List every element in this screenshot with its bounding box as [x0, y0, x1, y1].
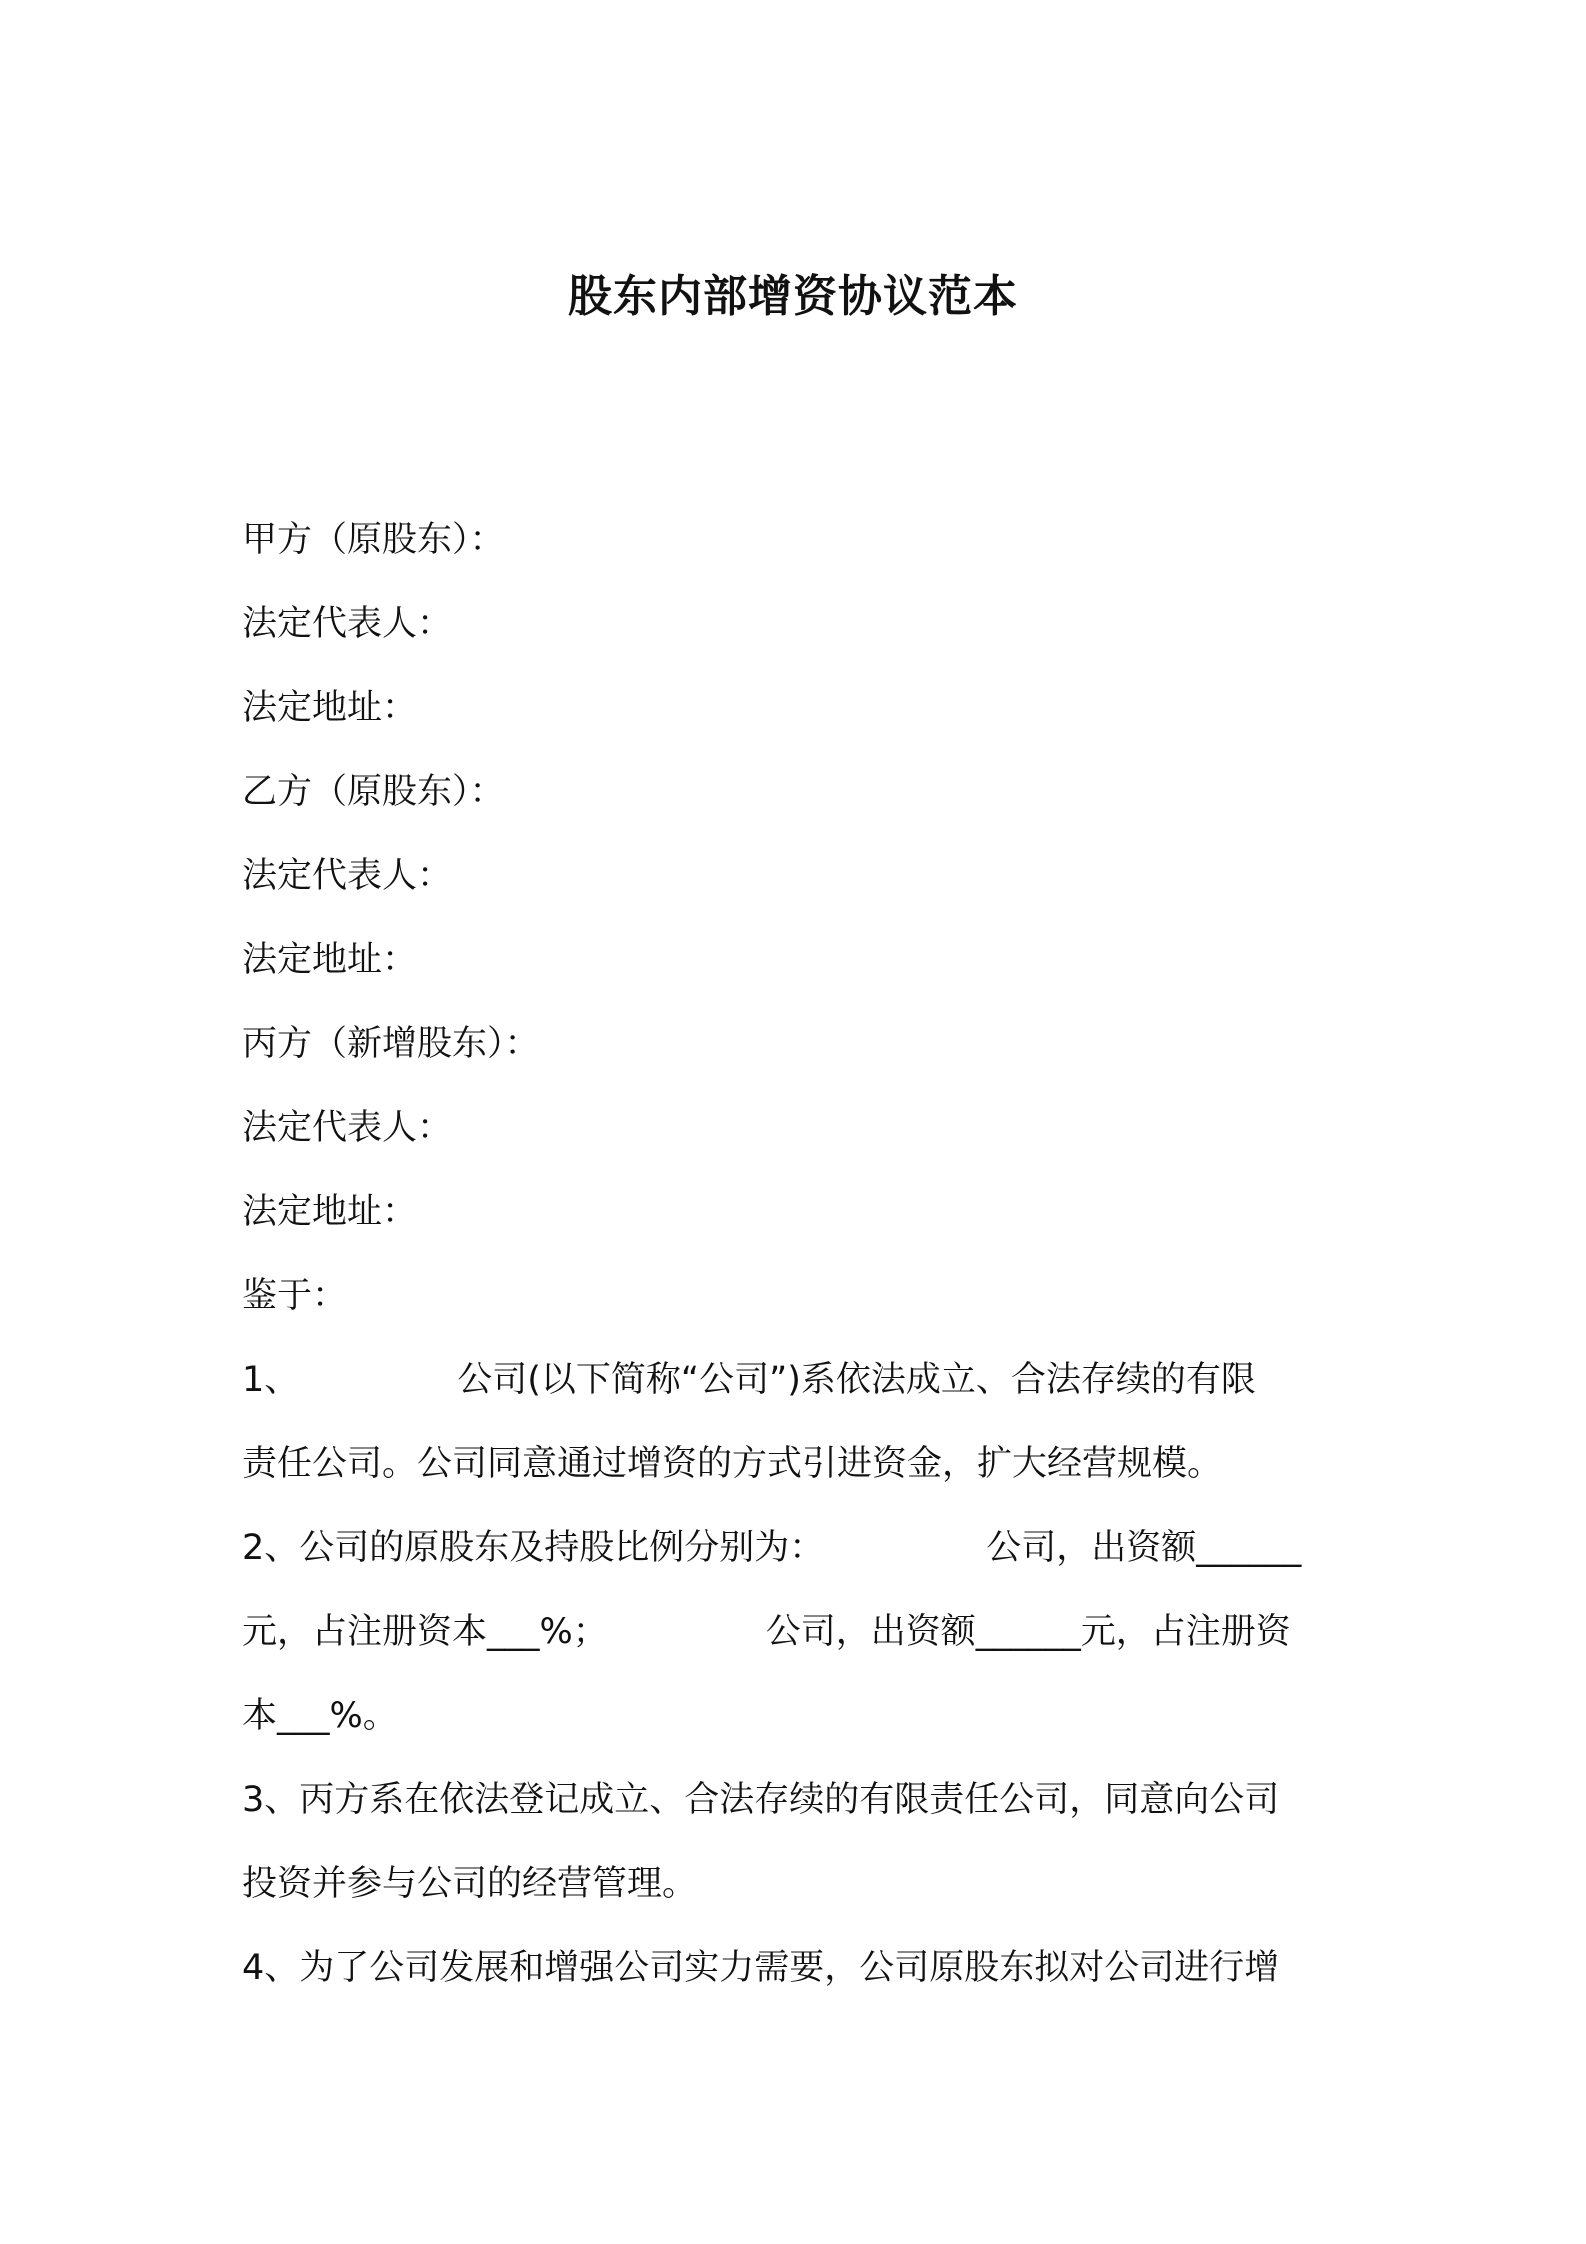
party-c-line: 丙方（新增股东）： — [242, 1024, 540, 1064]
party-a-address-line: 法定地址： — [242, 688, 418, 728]
party-b-representative-line: 法定代表人： — [242, 856, 453, 896]
clause-2-text-b: 公司，出资额______ — [986, 1528, 1302, 1568]
clause-1-line-1 — [242, 1338, 1356, 1422]
party-b-line: 乙方（原股东）： — [242, 772, 505, 812]
clause-2-text-c: 元，占注册资本___%； — [242, 1612, 608, 1652]
document-body — [242, 498, 1356, 2010]
clause-2-text-a: 2、公司的原股东及持股比例分别为： — [242, 1528, 825, 1568]
party-a-line: 甲方（原股东）： — [242, 520, 505, 560]
clause-3-line-1: 3、丙方系在依法登记成立、合法存续的有限责任公司，同意向公司 — [242, 1780, 1280, 1820]
clause-2-line-1 — [242, 1506, 1356, 1590]
party-a-representative-line: 法定代表人： — [242, 604, 453, 644]
clause-1-text: 公司(以下简称“公司”)系依法成立、合法存续的有限 — [457, 1360, 1256, 1400]
clause-1-line-2: 责任公司。公司同意通过增资的方式引进资金，扩大经营规模。 — [242, 1444, 1223, 1484]
clause-4-line-1: 4、为了公司发展和增强公司实力需要，公司原股东拟对公司进行增 — [242, 1948, 1280, 1988]
party-b-address-line: 法定地址： — [242, 940, 418, 980]
clause-2-text-d: 公司，出资额______元，占注册资 — [765, 1612, 1291, 1652]
party-c-representative-line: 法定代表人： — [242, 1108, 453, 1148]
whereas-label: 鉴于： — [242, 1276, 348, 1316]
clause-3-line-2: 投资并参与公司的经营管理。 — [242, 1864, 698, 1904]
clause-2-line-3: 本___%。 — [242, 1696, 398, 1736]
document-title: 股东内部增资协议范本 — [568, 271, 1018, 322]
clause-2-line-2 — [242, 1590, 1356, 1674]
party-c-address-line: 法定地址： — [242, 1192, 418, 1232]
clause-1-number: 1、 — [242, 1360, 300, 1400]
